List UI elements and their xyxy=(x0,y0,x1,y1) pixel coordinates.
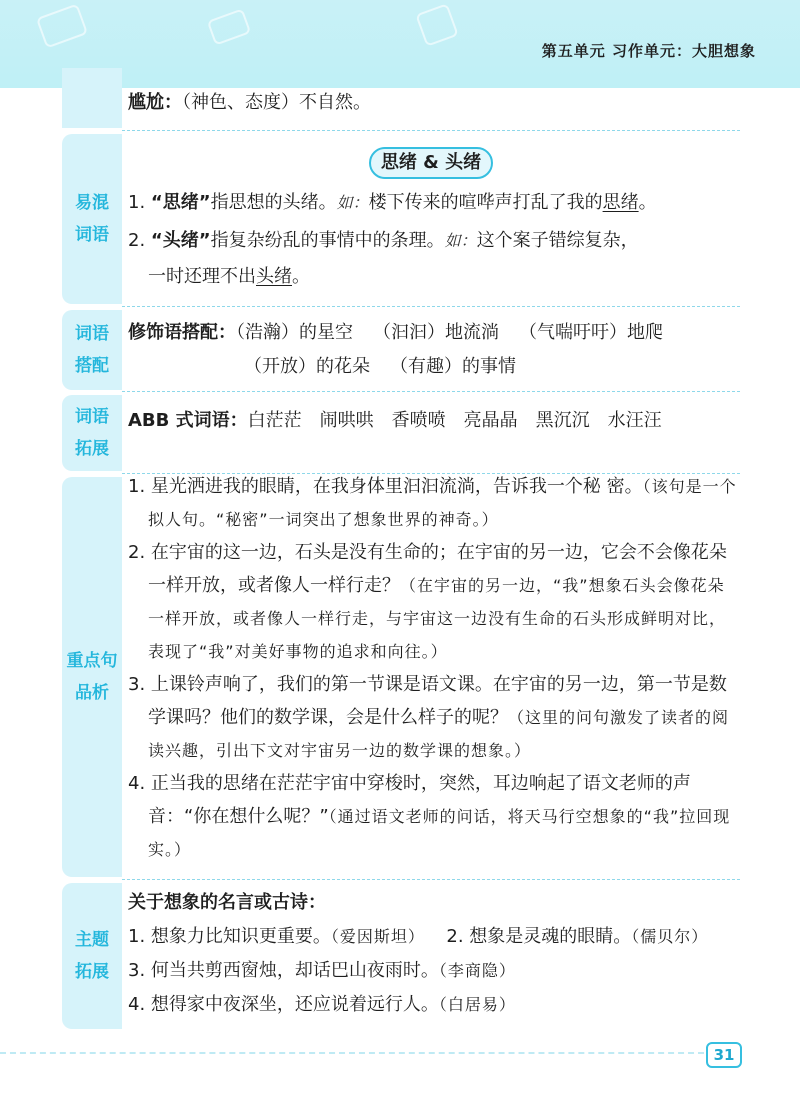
confusable-item-2-line2: 一时还理不出头绪。 xyxy=(148,266,310,287)
word-ganga-meaning: （神色、态度）不自然。 xyxy=(182,92,371,113)
divider xyxy=(122,391,740,392)
handwritten-eg: 如： xyxy=(336,193,369,212)
theme-title: 关于想象的名言或古诗： xyxy=(128,892,326,913)
handwritten-eg: 如： xyxy=(444,231,477,250)
expansion-line: ABB 式词语：白茫茫 闹哄哄 香喷喷 亮晶晶 黑沉沉 水汪汪 xyxy=(128,410,662,431)
unit-title: 第五单元 习作单元：大胆想象 xyxy=(541,42,756,60)
confusable-item-1: 1. “思绪”指思想的头绪。如：楼下传来的喧哗声打乱了我的思绪。 xyxy=(128,192,657,213)
theme-line: 3. 何当共剪西窗烛，却话巴山夜雨时。（李商隐） xyxy=(128,960,516,981)
theme-line: 1. 想象力比知识更重要。（爱因斯坦） 2. 想象是灵魂的眼睛。（儒贝尔） xyxy=(128,926,709,947)
key-sentences-list xyxy=(122,470,740,866)
key-sentence-item: 3. 上课铃声响了，我们的第一节课是语文课。在宇宙的另一边，第一节是数学课吗？他们的数学课，会是什么样子的呢？（这里的问句激发了读者的阅读兴趣，引出下文对宇宙另一边的数学课的想象。） xyxy=(128,674,730,760)
label-confusable: 易混 词语 xyxy=(62,134,122,304)
decor-shape xyxy=(36,3,88,48)
confusable-item-2: 2. “头绪”指复杂纷乱的事情中的条理。如：这个案子错综复杂， xyxy=(128,230,639,251)
theme-list xyxy=(122,886,740,1022)
theme-line: 4. 想得家中夜深坐，还应说着远行人。（白居易） xyxy=(128,994,516,1015)
row-ganga xyxy=(122,86,740,120)
footer-rule xyxy=(0,1052,704,1054)
collocation-line-2: （开放）的花朵 （有趣）的事情 xyxy=(244,356,516,377)
key-sentence-item: 4. 正当我的思绪在茫茫宇宙中穿梭时，突然，耳边响起了语文老师的声音：“你在想什么呢？”（通过语文老师的问话，将天马行空想象的“我”拉回现实。） xyxy=(128,773,731,859)
label-collocation: 词语 搭配 xyxy=(62,310,122,390)
pill-row xyxy=(122,146,740,180)
divider xyxy=(122,306,740,307)
key-sentence-item: 2. 在宇宙的这一边，石头是没有生命的；在宇宙的另一边，它会不会像花朵一样开放，或者像人一样行走？（在宇宙的另一边，“我”想象石头会像花朵一样开放，或者像人一样行走，与宇宙这一边没有生命的石头形成鲜明对比，表现了“我”对美好事物的追求和向往。） xyxy=(128,542,727,661)
divider xyxy=(122,130,740,131)
label-expansion: 词语 拓展 xyxy=(62,395,122,471)
confusable-pill: 思绪 & 头绪 xyxy=(369,147,493,179)
page-number: 31 xyxy=(706,1042,742,1068)
content-table xyxy=(62,68,740,1030)
key-sentence-item: 1. 星光洒进我的眼睛，在我身体里汩汩流淌，告诉我一个秘 密。（该句是一个拟人句。“秘密”一词突出了想象世界的神奇。） xyxy=(128,476,737,529)
word-ganga: 尴尬： xyxy=(128,92,182,113)
divider xyxy=(122,879,740,880)
decor-shape xyxy=(207,8,252,45)
collocation-line-1: 修饰语搭配：（浩瀚）的星空 （汩汩）地流淌 （气喘吁吁）地爬 xyxy=(128,322,663,343)
label-key-sentences: 重点句 品析 xyxy=(62,477,122,877)
decor-shape xyxy=(415,3,459,47)
label-theme: 主题 拓展 xyxy=(62,883,122,1029)
label-column-blank xyxy=(62,68,122,128)
